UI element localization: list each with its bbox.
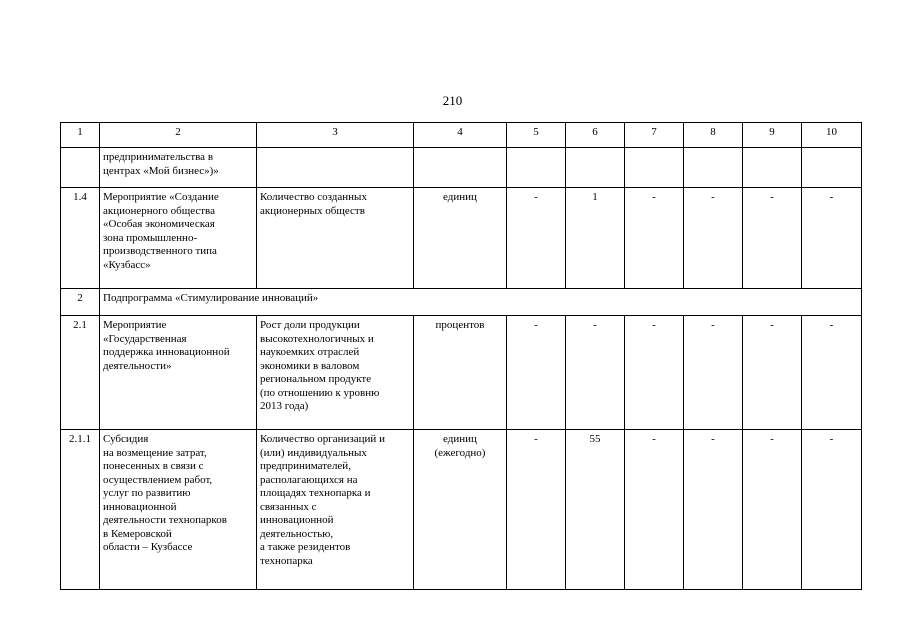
indicators-table — [60, 122, 862, 590]
table-header-row — [61, 123, 862, 148]
header-cell: 9 — [743, 123, 802, 148]
measure-name: предпринимательства в центрах «Мой бизнес»)» — [100, 148, 257, 188]
value-cell: - — [625, 316, 684, 430]
indicator-name: Рост доли продукции высокотехнологичных и наукоемких отраслей экономики в валовом региональном продукте (по отношению к уровню 2013 года) — [257, 316, 414, 430]
value-cell — [566, 148, 625, 188]
table-row — [61, 316, 862, 430]
measure-name: Мероприятие «Создание акционерного общества «Особая экономическая зона промышленно- производственного типа «Кузбасс» — [100, 188, 257, 289]
value-cell: - — [802, 430, 862, 590]
measure-name: Мероприятие «Государственная поддержка инновационной деятельности» — [100, 316, 257, 430]
value-cell: 1 — [566, 188, 625, 289]
header-cell: 3 — [257, 123, 414, 148]
row-number: 2.1 — [61, 316, 100, 430]
row-number — [61, 148, 100, 188]
unit — [414, 148, 507, 188]
value-cell: - — [507, 188, 566, 289]
row-number: 1.4 — [61, 188, 100, 289]
value-cell: - — [566, 316, 625, 430]
indicator-name: Количество организаций и (или) индивидуальных предпринимателей, располагающихся на площадях технопарка и связанных с инновационной деятельностью, а также резидентов технопарка — [257, 430, 414, 590]
table-row — [61, 148, 862, 188]
table-row — [61, 188, 862, 289]
indicator-name: Количество созданных акционерных обществ — [257, 188, 414, 289]
value-cell — [625, 148, 684, 188]
row-number: 2.1.1 — [61, 430, 100, 590]
value-cell: - — [743, 316, 802, 430]
value-cell: - — [684, 316, 743, 430]
value-cell: - — [743, 430, 802, 590]
value-cell: - — [684, 430, 743, 590]
unit: единиц — [414, 188, 507, 289]
value-cell: - — [625, 188, 684, 289]
value-cell: - — [684, 188, 743, 289]
header-cell: 10 — [802, 123, 862, 148]
page-number: 210 — [442, 93, 463, 108]
value-cell: - — [625, 430, 684, 590]
measure-name: Субсидия на возмещение затрат, понесенных в связи с осуществлением работ, услуг по развитию инновационной деятельности технопарков в Кемеровской области – Кузбассе — [100, 430, 257, 590]
row-number: 2 — [61, 289, 100, 316]
header-cell: 7 — [625, 123, 684, 148]
value-cell: - — [507, 430, 566, 590]
value-cell: - — [802, 188, 862, 289]
value-cell — [743, 148, 802, 188]
value-cell — [507, 148, 566, 188]
header-cell: 5 — [507, 123, 566, 148]
table-row — [61, 430, 862, 590]
value-cell — [684, 148, 743, 188]
indicator-name — [257, 148, 414, 188]
value-cell: - — [802, 316, 862, 430]
header-cell: 2 — [100, 123, 257, 148]
header-cell: 1 — [61, 123, 100, 148]
unit: единиц (ежегодно) — [414, 430, 507, 590]
header-cell: 8 — [684, 123, 743, 148]
header-cell: 4 — [414, 123, 507, 148]
value-cell — [802, 148, 862, 188]
header-cell: 6 — [566, 123, 625, 148]
subprogram-row — [61, 289, 862, 316]
unit: процентов — [414, 316, 507, 430]
value-cell: - — [743, 188, 802, 289]
value-cell: - — [507, 316, 566, 430]
value-cell: 55 — [566, 430, 625, 590]
subprogram-title: Подпрограмма «Стимулирование инноваций» — [100, 289, 862, 316]
